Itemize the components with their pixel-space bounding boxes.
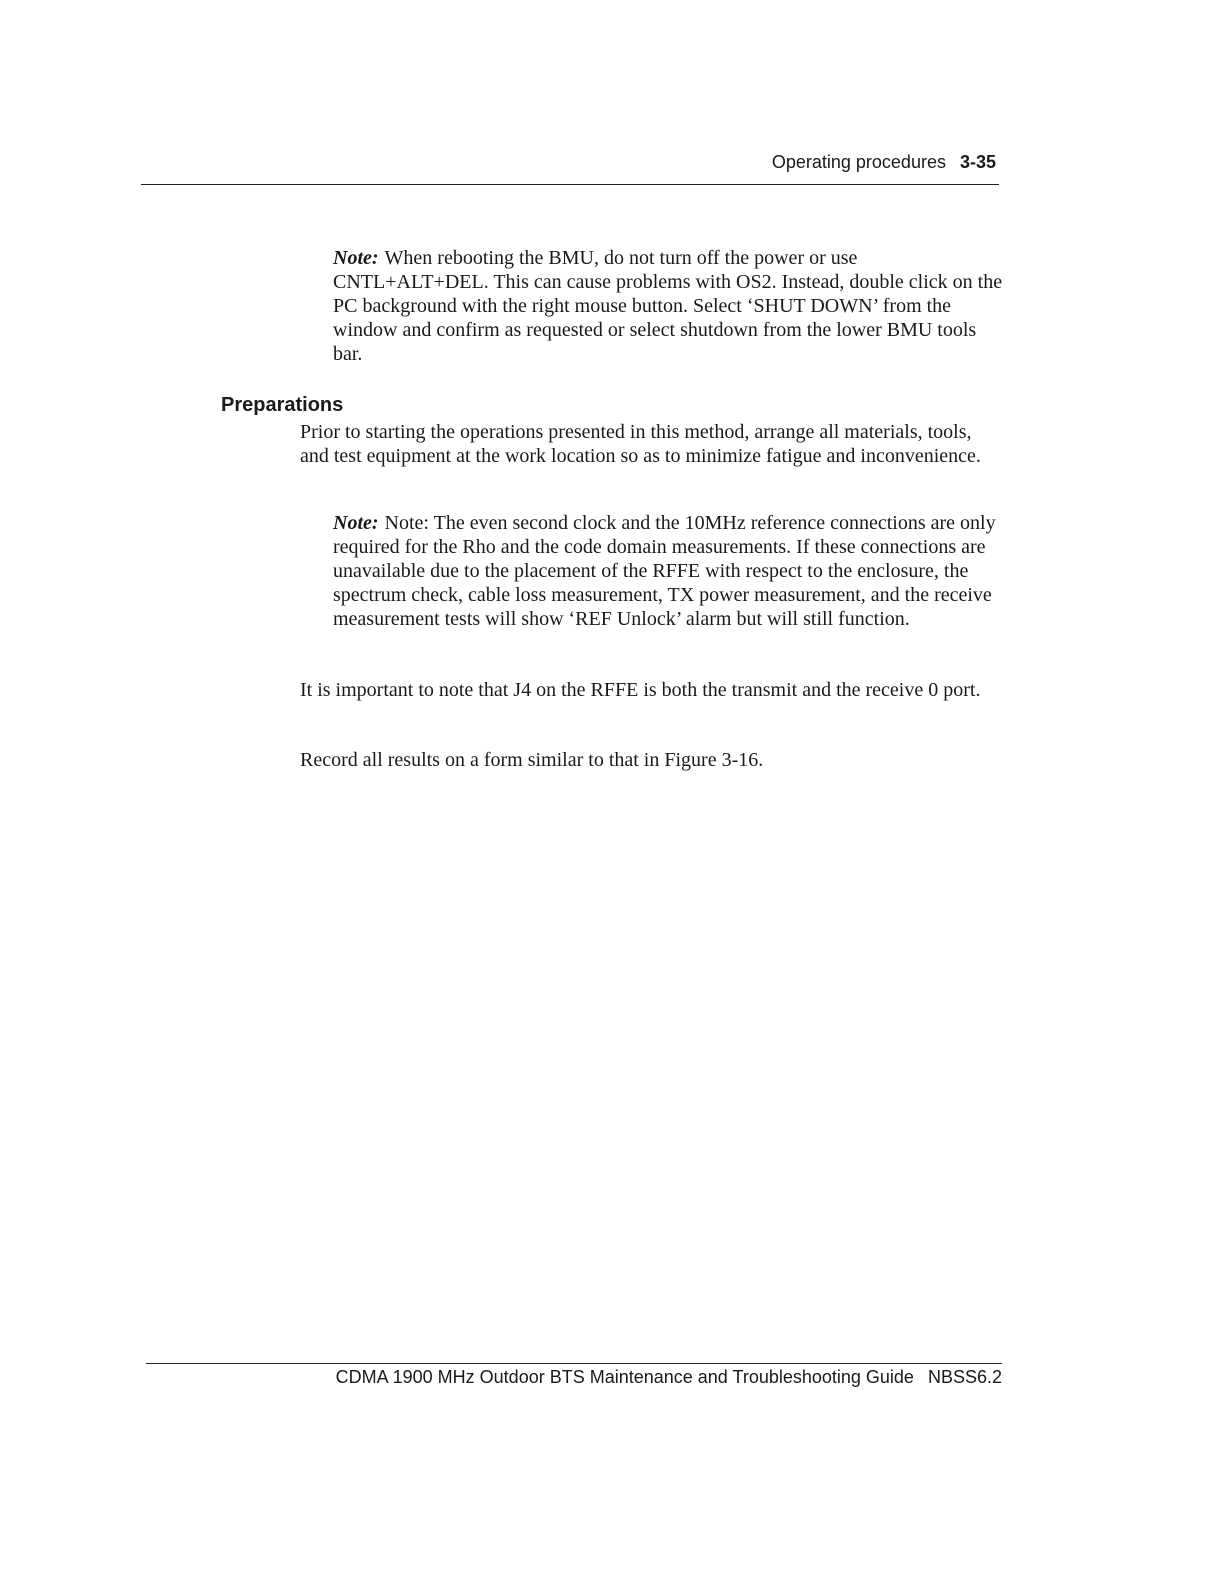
doc-title: CDMA 1900 MHz Outdoor BTS Maintenance and Troubleshooting Guide (335, 1367, 914, 1387)
paragraph-record-results: Record all results on a form similar to that in Figure 3-16. (300, 749, 764, 771)
note-label: Note: (333, 512, 379, 534)
note-text: Note: The even second clock and the 10MHz reference connections are only required for the Rho and the code domain measurements. If these connections are unavailable due to the placement of the RFFE with respect to the enclosure, the spectrum check, cable loss measurement, TX power measurement, and the receive measurement tests will show ‘REF Unlock’ alarm but will still function. (333, 512, 996, 630)
paragraph-j4-port: It is important to note that J4 on the RFFE is both the transmit and the receive 0 port. (300, 679, 981, 701)
note-text: When rebooting the BMU, do not turn off the power or use CNTL+ALT+DEL. This can cause problems with OS2. Instead, double click on the PC background with the right mouse button. Select ‘SHUT DOWN’ from the window and confirm as requested or select shutdown from the lower BMU tools bar. (333, 247, 1003, 365)
footer-rule (146, 1363, 1002, 1364)
header-rule (141, 184, 999, 185)
paragraph-preparations: Prior to starting the operations presented in this method, arrange all materials, tools, and test equipment at the work location so as to minimize fatigue and inconvenience. (300, 421, 981, 467)
section-heading: Preparations (221, 394, 344, 416)
section-title: Operating procedures (771, 152, 946, 172)
note-reference-clock (333, 511, 1003, 631)
page-number: 3-35 (959, 152, 996, 172)
page-header (772, 152, 996, 173)
note-label: Note: (333, 247, 379, 269)
doc-version: NBSS6.2 (927, 1367, 1002, 1387)
page-footer (336, 1367, 1002, 1388)
note-reboot (333, 246, 1003, 366)
